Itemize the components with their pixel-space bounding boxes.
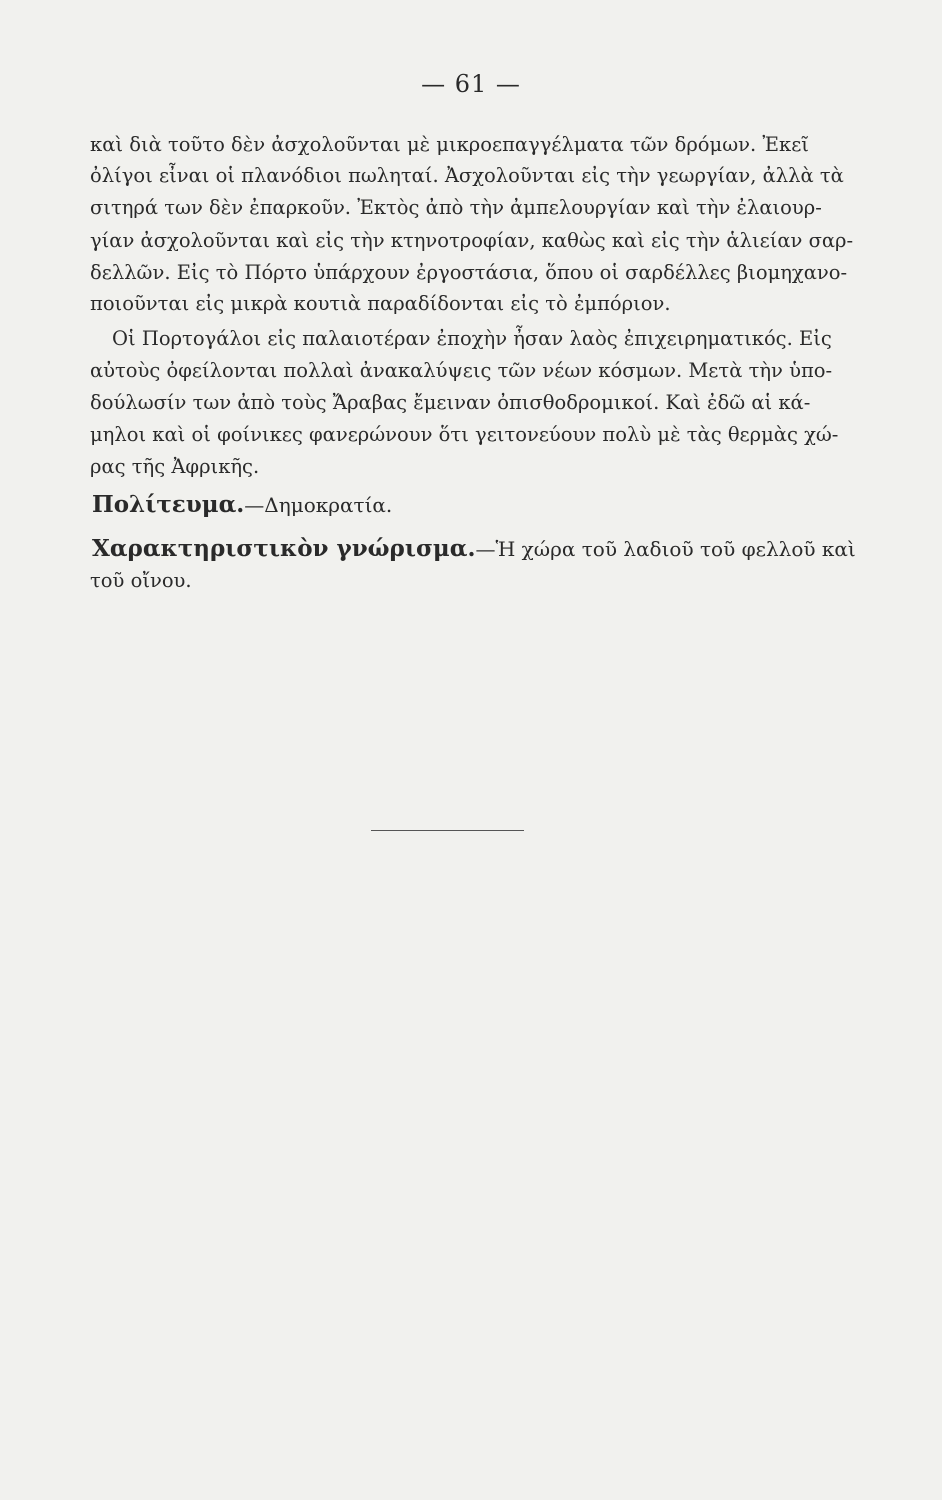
text-line: ρας τῆς Ἀφρικῆς. — [90, 455, 260, 478]
characteristic-continuation: τοῦ οἴνου. — [90, 569, 192, 592]
divider-rule — [371, 830, 524, 831]
text-line: γίαν ἀσχολοῦνται καὶ εἰς τὴν κτηνοτροφίαν, καθὼς καὶ εἰς τὴν ἁλιείαν σαρ- — [90, 229, 854, 252]
characteristic-label: Χαρακτηριστικὸν γνώρισμα. — [92, 535, 476, 562]
text-line: καὶ διὰ τοῦτο δὲν ἀσχολοῦνται μὲ μικροεπαγγέλματα τῶν δρόμων. Ἐκεῖ — [90, 133, 809, 156]
text-line: δούλωσίν των ἀπὸ τοὺς Ἄραβας ἔμειναν ὀπισθοδρομικοί. Καὶ ἐδῶ αἱ κά- — [90, 391, 811, 414]
polity-label: Πολίτευμα. — [92, 491, 245, 518]
text-line: δελλῶν. Εἰς τὸ Πόρτο ὑπάρχουν ἐργοστάσια, ὅπου οἱ σαρδέλλες βιομηχανο- — [90, 261, 848, 284]
text-line: ποιοῦνται εἰς μικρὰ κουτιὰ παραδίδονται εἰς τὸ ἐμπόριον. — [90, 292, 671, 315]
characteristic-text: —Ἡ χώρα τοῦ λαδιοῦ τοῦ φελλοῦ καὶ — [475, 537, 856, 561]
text-line: ὀλίγοι εἶναι οἱ πλανόδιοι πωληταί. Ἀσχολοῦνται εἰς τὴν γεωργίαν, ἀλλὰ τὰ — [90, 164, 844, 187]
polity-entry — [92, 490, 852, 521]
text-line: μηλοι καὶ οἱ φοίνικες φανερώνουν ὅτι γειτονεύουν πολὺ μὲ τὰς θερμὰς χώ- — [90, 423, 839, 446]
characteristic-entry — [92, 534, 856, 565]
text-line: αὐτοὺς ὀφείλονται πολλαὶ ἀνακαλύψεις τῶν νέων κόσμων. Μετὰ τὴν ὑπο- — [90, 359, 833, 382]
text-line: Οἱ Πορτογάλοι εἰς παλαιοτέραν ἐποχὴν ἦσαν λαὸς ἐπιχειρηματικός. Εἰς — [112, 327, 832, 350]
text-line: σιτηρά των δὲν ἐπαρκοῦν. Ἐκτὸς ἀπὸ τὴν ἀμπελουργίαν καὶ τὴν ἐλαιουρ- — [90, 196, 822, 219]
polity-text: —Δημοκρατία. — [244, 493, 393, 517]
page-number: — 61 — — [421, 70, 521, 98]
